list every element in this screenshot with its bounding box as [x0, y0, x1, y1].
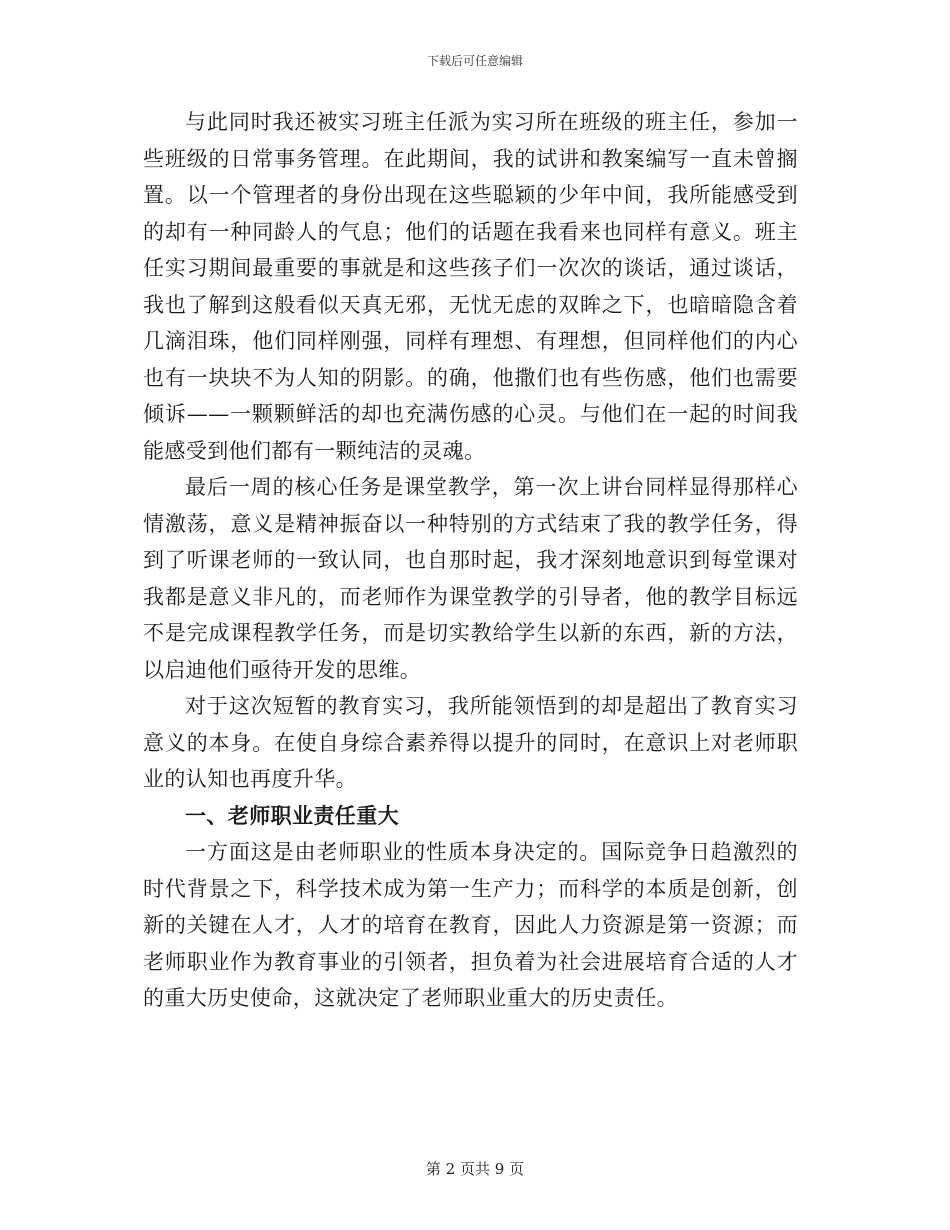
paragraph-reflection: 对于这次短暂的教育实习，我所能领悟到的却是超出了教育实习意义的本身。在使自身综合素养得以提升的同时，在意识上对老师职业的认知也再度升华。	[143, 694, 798, 791]
document-body	[143, 104, 798, 1017]
paragraph-responsibility: 一方面这是由老师职业的性质本身决定的。国际竞争日趋激烈的时代背景之下，科学技术成为第一生产力；而科学的本质是创新，创新的关键在人才，人才的培育在教育，因此人力资源是第一资源；而老师职业作为教育事业的引领者，担负着为社会进展培育合适的人才的重大历史使命，这就决定了老师职业重大的历史责任。	[143, 840, 798, 1010]
paragraph-final-week: 最后一周的核心任务是课堂教学，第一次上讲台同样显得那样心情激荡，意义是精神振奋以一种特别的方式结束了我的教学任务，得到了听课老师的一致认同，也自那时起，我才深刻地意识到每堂课对我都是意义非凡的，而老师作为课堂教学的引导者，他的教学目标远不是完成课程教学任务，而是切实教给学生以新的东西，新的方法，以启迪他们亟待开发的思维。	[143, 475, 798, 682]
section-heading: 一、老师职业责任重大	[185, 802, 399, 828]
paragraph-head-teacher: 与此同时我还被实习班主任派为实习所在班级的班主任，参加一些班级的日常事务管理。在此期间，我的试讲和教案编写一直未曾搁置。以一个管理者的身份出现在这些聪颖的少年中间，我所能感受到的却有一种同龄人的气息；他们的话题在我看来也同样有意义。班主任实习期间最重要的事就是和这些孩子们一次次的谈话，通过谈话，我也了解到这般看似天真无邪，无忧无虑的双眸之下，也暗暗隐含着几滴泪珠，他们同样刚强，同样有理想、有理想，但同样他们的内心也有一块块不为人知的阴影。的确，他撒们也有些伤感，他们也需要倾诉——一颗颗鲜活的却也充满伤感的心灵。与他们在一起的时间我能感受到他们都有一颗纯洁的灵魂。	[143, 110, 798, 463]
page-number-footer: 第 2 页共 9 页	[425, 1160, 525, 1178]
page-header: 下载后可任意编辑	[426, 54, 523, 68]
